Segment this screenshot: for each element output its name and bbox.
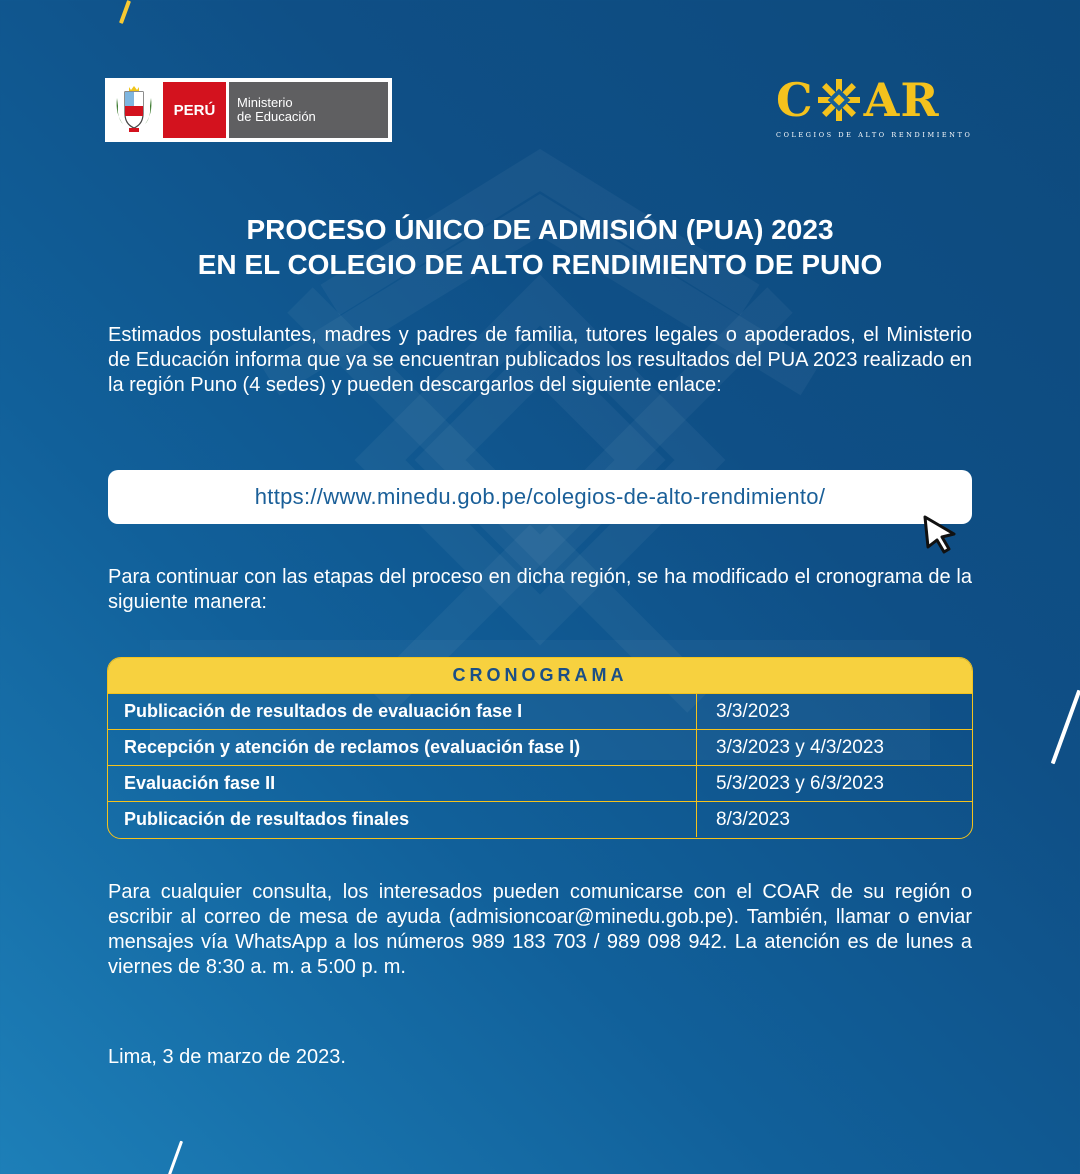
title-line-2: EN EL COLEGIO DE ALTO RENDIMIENTO DE PUNO bbox=[197, 249, 883, 280]
schedule-row bbox=[108, 729, 972, 765]
schedule-date: 3/3/2023 y 4/3/2023 bbox=[716, 736, 884, 758]
minedu-logo bbox=[105, 78, 392, 142]
peru-label: PERÚ bbox=[163, 82, 226, 138]
schedule-row bbox=[108, 765, 972, 801]
schedule-date: 3/3/2023 bbox=[716, 700, 790, 722]
ministry-line-2: de Educación bbox=[237, 109, 316, 124]
coar-logo bbox=[776, 75, 978, 145]
schedule-date: 8/3/2023 bbox=[716, 808, 790, 830]
schedule-row bbox=[108, 801, 972, 837]
footer-date: Lima, 3 de marzo de 2023. bbox=[108, 1046, 346, 1068]
pointer-cursor-icon bbox=[918, 512, 962, 556]
schedule-activity: Publicación de resultados de evaluación fase I bbox=[108, 694, 697, 729]
schedule-date: 5/3/2023 y 6/3/2023 bbox=[716, 772, 884, 794]
coar-wordmark bbox=[776, 75, 978, 125]
title-line-1: PROCESO ÚNICO DE ADMISIÓN (PUA) 2023 bbox=[246, 214, 834, 245]
page-title bbox=[90, 212, 990, 282]
coar-emblem-icon bbox=[816, 77, 862, 123]
coar-letters-ar: AR bbox=[863, 73, 940, 127]
schedule-activity: Evaluación fase II bbox=[108, 766, 697, 801]
contact-paragraph: Para cualquier consulta, los interesados pueden comunicarse con el COAR de su región o escribir al correo de mesa de ayuda (admisioncoar@minedu.gob.pe). También, llamar o enviar mensajes vía WhatsApp a los números 989 183 703 / 989 098 942. La atención es de lunes a viernes de 8:30 a. m. a 5:00 p. m. bbox=[108, 881, 972, 978]
coar-letter-c: C bbox=[776, 73, 814, 127]
results-link[interactable]: https://www.minedu.gob.pe/colegios-de-alto-rendimiento/ bbox=[254, 484, 826, 509]
peru-coat-of-arms-icon bbox=[105, 78, 163, 142]
ministry-label bbox=[229, 82, 388, 138]
schedule-row bbox=[108, 693, 972, 729]
intro-paragraph: Estimados postulantes, madres y padres de familia, tutores legales o apoderados, el Ministerio de Educación informa que ya se encuentran publicados los resultados del PUA 2023 realizado en la región Puno (4 sedes) y pueden descargarlos del siguiente enlace: bbox=[108, 324, 972, 396]
schedule-header: CRONOGRAMA bbox=[108, 658, 972, 693]
schedule-table bbox=[107, 657, 973, 839]
schedule-activity: Recepción y atención de reclamos (evaluación fase I) bbox=[108, 730, 697, 765]
results-link-box[interactable] bbox=[108, 470, 972, 524]
schedule-activity: Publicación de resultados finales bbox=[108, 802, 697, 837]
ministry-line-1: Ministerio bbox=[237, 95, 293, 110]
schedule-intro-paragraph: Para continuar con las etapas del proceso en dicha región, se ha modificado el cronograma de la siguiente manera: bbox=[108, 566, 972, 613]
coar-subtitle: COLEGIOS DE ALTO RENDIMIENTO bbox=[776, 131, 973, 139]
